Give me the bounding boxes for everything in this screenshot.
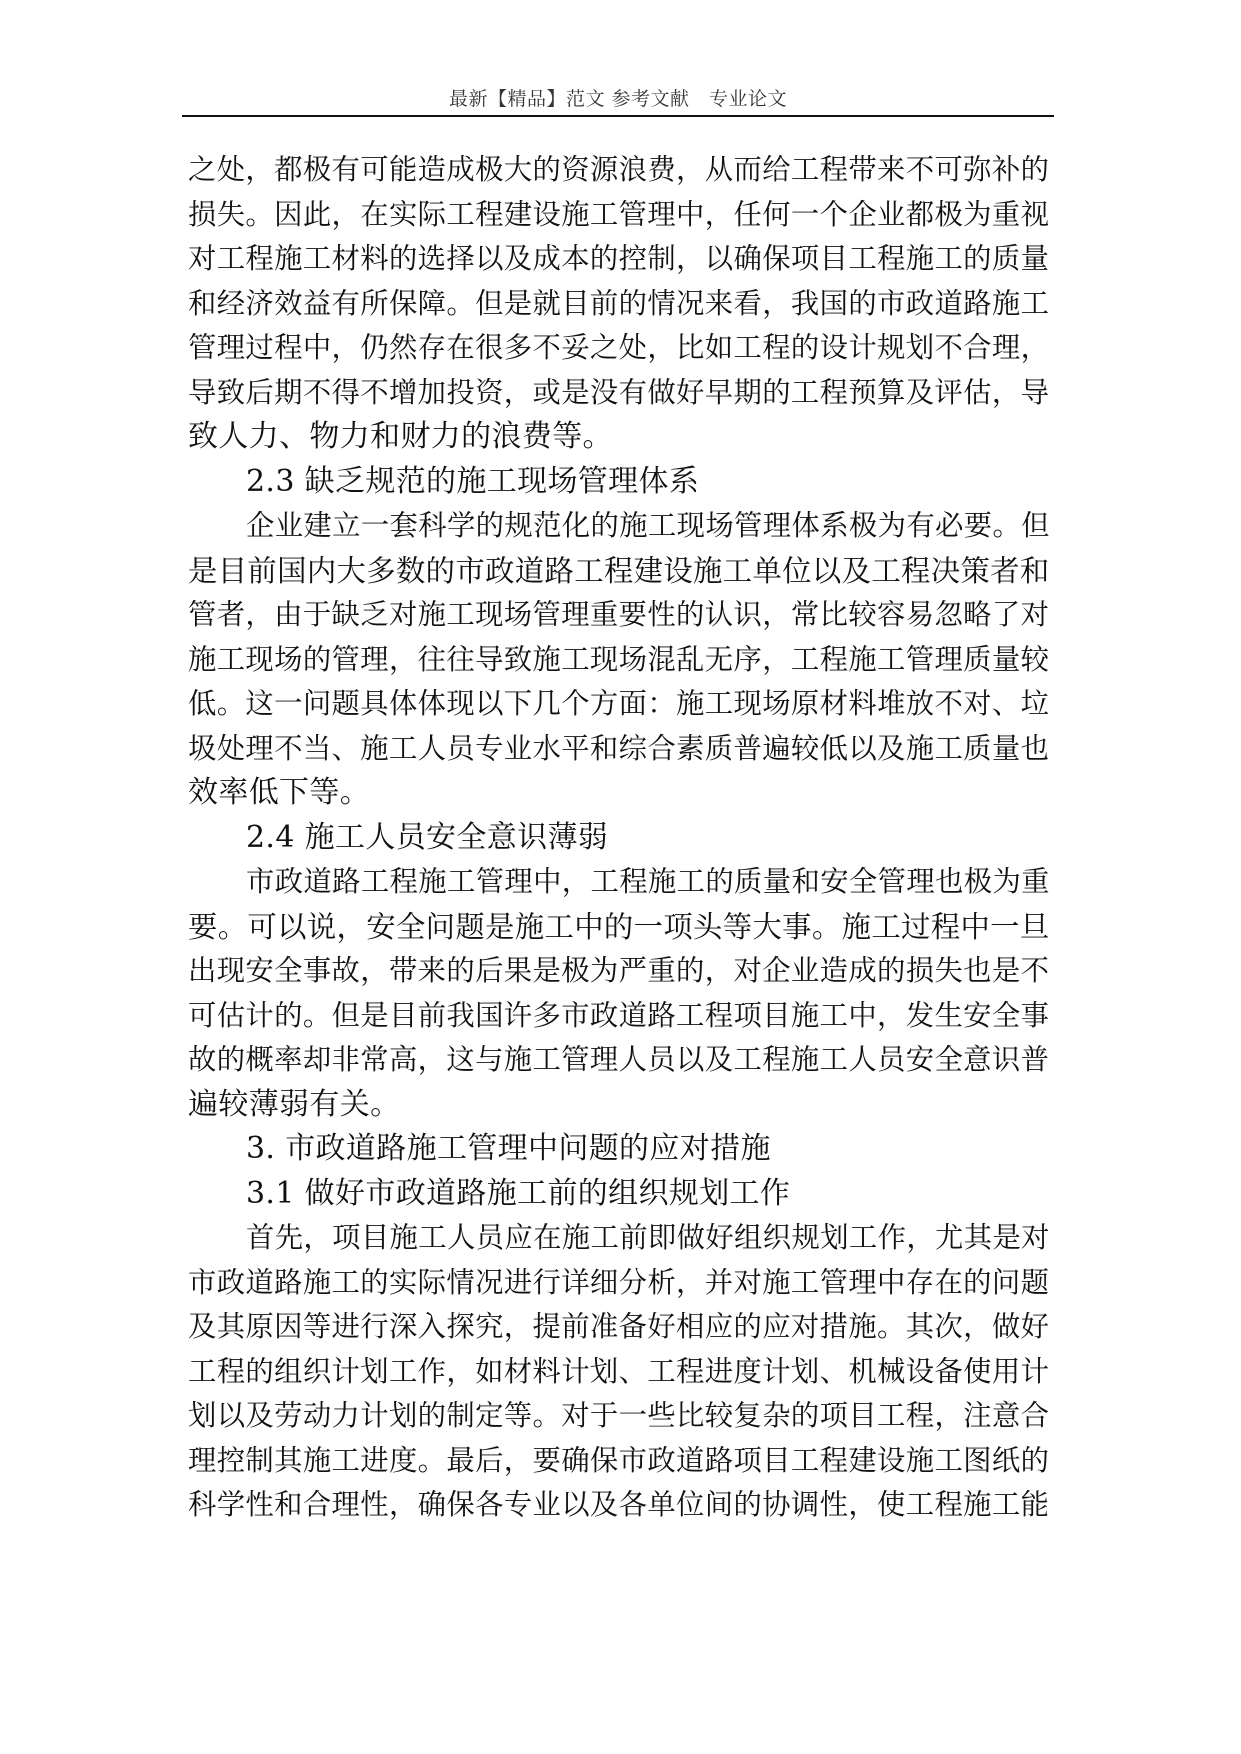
body-line: 可估计的。但是目前我国许多市政道路工程项目施工中，发生安全事	[188, 998, 1050, 1032]
body-line: 工程的组织计划工作，如材料计划、工程进度计划、机械设备使用计	[188, 1354, 1050, 1388]
header-divider	[182, 115, 1054, 117]
body-line: 故的概率却非常高，这与施工管理人员以及工程施工人员安全意识普	[188, 1043, 1050, 1076]
body-line: 效率低下等。	[188, 775, 371, 810]
body-line: 企业建立一套科学的规范化的施工现场管理体系极为有必要。但	[246, 509, 1050, 542]
body-line: 理控制其施工进度。最后，要确保市政道路项目工程建设施工图纸的	[188, 1443, 1050, 1477]
section-heading-2-4: 2.4 施工人员安全意识薄弱	[246, 819, 609, 855]
page-header: 最新【精品】范文 参考文献 专业论文	[448, 88, 788, 110]
body-line: 致人力、物力和财力的浪费等。	[188, 419, 613, 454]
body-line: 要。可以说，安全问题是施工中的一项头等大事。施工过程中一旦	[188, 909, 1050, 944]
body-line: 及其原因等进行深入探究，提前准备好相应的应对措施。其次，做好	[188, 1310, 1050, 1343]
body-line: 科学性和合理性，确保各专业以及各单位间的协调性，使工程施工能	[188, 1488, 1050, 1521]
section-heading-3: 3. 市政道路施工管理中问题的应对措施	[246, 1131, 771, 1166]
body-line: 出现安全事故，带来的后果是极为严重的，对企业造成的损失也是不	[188, 954, 1050, 987]
body-line: 圾处理不当、施工人员专业水平和综合素质普遍较低以及施工质量也	[188, 731, 1050, 765]
body-line: 之处，都极有可能造成极大的资源浪费，从而给工程带来不可弥补的	[188, 153, 1050, 186]
body-line: 是目前国内大多数的市政道路工程建设施工单位以及工程决策者和	[188, 553, 1050, 588]
body-line: 管者，由于缺乏对施工现场管理重要性的认识，常比较容易忽略了对	[188, 598, 1050, 631]
body-line: 对工程施工材料的选择以及成本的控制，以确保项目工程施工的质量	[188, 242, 1050, 275]
body-line: 导致后期不得不增加投资，或是没有做好早期的工程预算及评估，导	[188, 375, 1050, 409]
body-line: 管理过程中，仍然存在很多不妥之处，比如工程的设计规划不合理，	[188, 331, 1050, 364]
body-line: 损失。因此，在实际工程建设施工管理中，任何一个企业都极为重视	[188, 197, 1050, 231]
body-line: 市政道路工程施工管理中，工程施工的质量和安全管理也极为重	[246, 865, 1050, 898]
body-line: 首先，项目施工人员应在施工前即做好组织规划工作，尤其是对	[246, 1221, 1050, 1254]
section-heading-3-1: 3.1 做好市政道路施工前的组织规划工作	[246, 1175, 791, 1211]
body-line: 市政道路施工的实际情况进行详细分析，并对施工管理中存在的问题	[188, 1265, 1050, 1299]
body-line: 遍较薄弱有关。	[188, 1086, 401, 1122]
body-line: 低。这一问题具体体现以下几个方面：施工现场原材料堆放不对、垃	[188, 687, 1050, 720]
section-heading-2-3: 2.3 缺乏规范的施工现场管理体系	[246, 463, 700, 499]
body-line: 和经济效益有所保障。但是就目前的情况来看，我国的市政道路施工	[188, 286, 1050, 320]
body-line: 划以及劳动力计划的制定等。对于一些比较复杂的项目工程，注意合	[188, 1399, 1050, 1432]
document-body	[188, 148, 1054, 1528]
body-line: 施工现场的管理，往往导致施工现场混乱无序，工程施工管理质量较	[188, 642, 1050, 676]
